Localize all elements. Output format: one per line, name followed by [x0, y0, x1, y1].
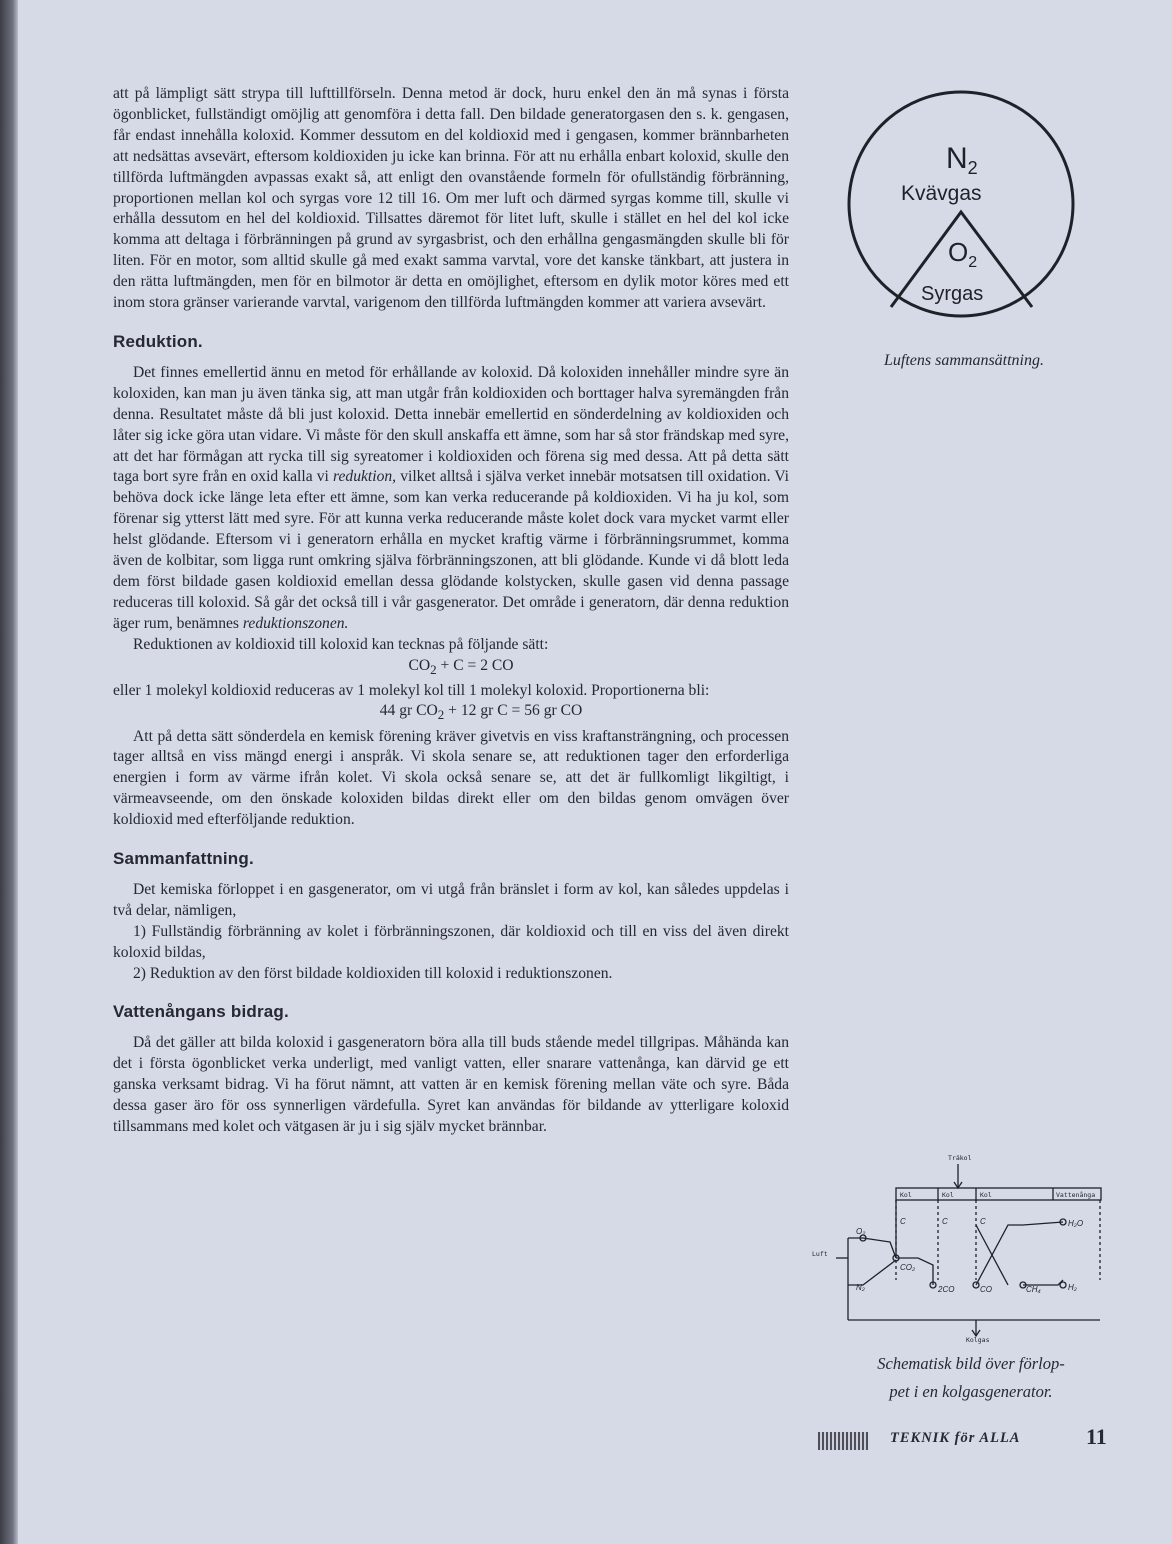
schematic-species: H₂	[1068, 1283, 1077, 1292]
list-item: 1) Fullständig förbränning av kolet i förbränningszonen, där koldioxid och till en viss del även direkt koloxid bildas,	[113, 922, 789, 961]
schematic-species: CH₄	[1026, 1285, 1041, 1294]
paragraph: Då det gäller att bilda koloxid i gasgeneratorn böra alla till buds stående medel tillgripas. Måhända kan det i första ögonblicket verka underligt, med vanligt vatten, eller snarare vattenånga, kan därvid ge ett ganska verksamt bidrag. Vi ha förut nämnt, att vatten är en kemisk förening mellan väte och syre. Båda dessa gaser äro för oss synnerligen värdefulla. Syret kan användas för bildande av ytterligare koloxid tillsammans med kolet och vätgasen är ju i sig själv mycket brännbar.	[113, 1034, 789, 1135]
magazine-page	[18, 0, 1172, 1544]
n2-symbol: $N_2$	[946, 142, 978, 178]
formula: 44 gr $CO_2 + 12$ gr C = 56 gr CO	[379, 702, 583, 723]
section-heading: Reduktion.	[113, 331, 203, 351]
schematic-species: CO₂	[900, 1263, 916, 1272]
page-footer	[818, 1426, 1138, 1456]
schematic-label: Luft	[812, 1250, 828, 1258]
page-number: 11	[1086, 1424, 1107, 1449]
list-item: 2) Reduktion av den först bildade koldioxiden till koloxid i reduktionszonen.	[133, 964, 613, 982]
schematic-species: N₂	[856, 1283, 865, 1292]
schematic-species: C	[942, 1217, 948, 1226]
air-composition-diagram	[836, 86, 1086, 326]
figure-caption: Schematisk bild över förlop- pet i en kolgasgenerator.	[877, 1354, 1065, 1401]
magazine-title: TEKNIK för ALLA	[890, 1430, 1021, 1446]
schematic-species: O₂	[856, 1227, 866, 1236]
schematic-label: Träkol	[948, 1154, 972, 1162]
schematic-label: Kolgas	[966, 1336, 990, 1344]
schematic-label: Vattenånga	[1056, 1191, 1096, 1199]
o2-label: Syrgas	[921, 283, 984, 305]
schematic-species: C	[980, 1217, 986, 1226]
paragraph: Det kemiska förloppet i en gasgenerator, om vi utgå från bränslet i form av kol, kan således uppdelas i två delar, nämligen,	[113, 880, 789, 919]
section-heading: Sammanfattning.	[113, 849, 254, 869]
schematic-species: C	[900, 1217, 906, 1226]
schematic-label: Kol	[980, 1191, 992, 1199]
formula: $CO_2 + C = 2$ CO	[408, 656, 514, 677]
gas-generator-schematic	[808, 1150, 1108, 1345]
figure-caption: Luftens sammansättning.	[883, 352, 1044, 369]
publisher-logo-icon	[818, 1432, 868, 1450]
o2-symbol: $O_2$	[948, 237, 978, 271]
schematic-species: H₂O	[1068, 1219, 1084, 1228]
paragraph: eller 1 molekyl koldioxid reduceras av 1 molekyl kol till 1 molekyl koloxid. Proportionerna bli:	[113, 681, 710, 699]
main-text-column	[113, 84, 789, 1138]
page-binding-edge	[0, 0, 18, 1544]
paragraph: Reduktionen av koldioxid till koloxid kan tecknas på följande sätt:	[133, 635, 549, 653]
schematic-species: 2CO	[938, 1285, 955, 1294]
paragraph: Att på detta sätt sönderdela en kemisk förening kräver givetvis en viss kraftansträngning, och processen tager alltså en viss mängd energi i anspråk. Vi skola senare se, att reduktionen tager den erforderliga energien i form av värme ifrån kolet. Vi skola också senare se, att det är fullkomligt likgiltigt, i värmeavseende, om den önskade koloxiden bildas direkt eller om den bildas genom omvägen över koldioxid med efterföljande reduktion.	[113, 727, 789, 829]
schematic-label: Kol	[942, 1191, 954, 1199]
paragraph: att på lämpligt sätt strypa till lufttillförseln. Denna metod är dock, huru enkel den än må synas i första ögonblicket, fullständigt omöjlig att genomföra i detta fall. Den bildade generatorgasen den s. k. gengasen, får endast innehålla koloxid. Kommer dessutom en del koldioxid med i gengasen, kommer brännbarheten att nedsättas avsevärt, eftersom koldioxiden ju icke kan brinna. För att nu erhålla enbart koloxid, skulle den tillförda luftmängden avpassas exakt så, att enligt den ovanstående formeln för ofullständig förbränning, proportionen mellan kol och syrgas vore 12 till 16. Om mer luft och därmed syrgas komme till, skulle vi erhålla dessutom en hel del koldioxid. Tillsattes däremot för litet luft, skulle i stället en hel del kol icke komma att deltaga i förbränningen på grund av syrgasbrist, och den erhållna gengasmängden skulle bli för liten. För en motor, som alltid skulle gå med exakt samma varvtal, vore det kanske tänkbart, att justera in den rätta luftmängden, men för en bilmotor är detta en omöjlighet, eftersom en dylik motor köres med ett inom stora gränser varierande varvtal, varigenom den tillförda luftmängden kommer att variera avsevärt.	[113, 85, 789, 312]
section-heading: Vattenångans bidrag.	[113, 1002, 289, 1022]
paragraph: Det finnes emellertid ännu en metod för erhållande av koloxid. Då koloxiden innehåller mindre syre än koloxiden, kan man ju även tänka sig, att man utgår från koldioxiden och borttager halva syremängden från denna. Resultatet måste då bli just koloxid. Detta innebär emellertid en sönderdelning av koldioxiden och låter sig icke göra utan vidare. Vi måste för den skull anskaffa ett ämne, som har så stor frändskap med syre, att det har förmågan att rycka till sig syreatomer i koldioxiden och förena sig med dessa. Att på detta sätt taga bort syre från en oxid kalla vi reduktion, vilket alltså i själva verket innebär motsatsen till oxidation. Vi behöva dock icke länge leta efter ett ämne, som kan verka reducerande på koldioxiden. Vi ha ju kol, som förenar sig ytterst lätt med syre. För att kunna verka reducerande måste kolet dock vara mycket varmt eller helst glödande. Eftersom vi i generatorn erhålla en mycket kraftig värme i förbränningsrummet, komma även de kolbitar, som ligga runt omkring själva förbränningszonen, att bli glödande. Kunde vi då blott leda dem först bildade gasen koldioxid emellan dessa glödande kolstycken, skulle gasen vid denna passage reduceras till koloxid. Så går det också till i vår gasgenerator. Det område i generatorn, där denna reduktion äger rum, benämnes reduktionszonen.	[113, 363, 789, 632]
n2-label: Kvävgas	[901, 182, 982, 205]
schematic-label: Kol	[900, 1191, 912, 1199]
schematic-species: CO	[980, 1285, 992, 1294]
